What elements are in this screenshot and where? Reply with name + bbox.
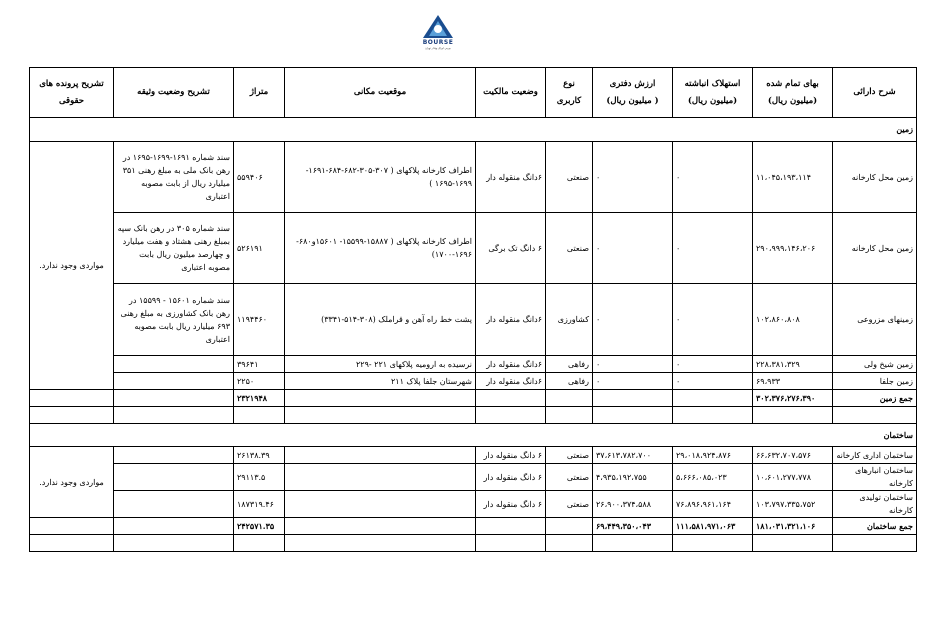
table-row <box>30 284 917 356</box>
book-value: ۰ <box>593 284 673 356</box>
mortgage-text: سند شماره ۱۶۹۱-۱۶۹۹-۱۶۹۵ در رهن بانک ملی به مبلغ رهنی ۳۵۱ میلیارد ریال از بابت مصوبه اعتباری <box>114 142 234 213</box>
area-value: ۲۹۱۱۳.۵ <box>234 464 285 491</box>
table-row <box>30 213 917 284</box>
empty-row <box>30 535 917 552</box>
depreciation-value: ۰ <box>673 356 753 373</box>
cost-value: ۱۰۳،۷۹۷،۳۳۵،۷۵۲ <box>753 491 833 518</box>
use-type: صنعتی <box>546 213 593 284</box>
asset-name: ساختمان اداری کارخانه <box>833 447 917 464</box>
ownership-status: ۶ دانگ تک برگی <box>476 213 546 284</box>
logo-subtext: بورس اوراق بهادار تهران <box>425 47 451 50</box>
cost-value: ۶۶،۶۳۲،۷۰۷،۵۷۶ <box>753 447 833 464</box>
table-row <box>30 356 917 373</box>
asset-name: زمینهای مزروعی <box>833 284 917 356</box>
use-type: رفاهی <box>546 373 593 390</box>
depreciation-value: ۷۶،۸۹۶،۹۶۱،۱۶۴ <box>673 491 753 518</box>
mortgage-text <box>114 356 234 373</box>
ownership-status: ۶ دانگ منقوله دار <box>476 464 546 491</box>
asset-name: زمین محل کارخانه <box>833 142 917 213</box>
land-total-area: ۲۳۲۱۹۴۸ <box>234 390 285 407</box>
mortgage-text: سند شماره ۳۰۵ در رهن بانک سپه بمبلغ رهنی هشتاد و هفت میلیارد و چهارصد میلیون ریال بابت مصوبه اعتباری <box>114 213 234 284</box>
header-asset: شرح دارائی <box>833 68 917 118</box>
ownership-status: ۶ دانگ منقوله دار <box>476 491 546 518</box>
building-total-label: جمع ساختمان <box>833 518 917 535</box>
asset-name: زمین محل کارخانه <box>833 213 917 284</box>
building-total-depreciation: ۱۱۱،۵۸۱،۹۷۱،۰۶۳ <box>673 518 753 535</box>
book-value: ۰ <box>593 356 673 373</box>
depreciation-value: ۰ <box>673 284 753 356</box>
mortgage-text <box>114 373 234 390</box>
asset-name: ساختمان تولیدی کارخانه <box>833 491 917 518</box>
header-mortgage: تشریح وضعیت وثیقه <box>114 68 234 118</box>
asset-name: زمین شیخ ولی <box>833 356 917 373</box>
ownership-status: ۶دانگ منقوله دار <box>476 284 546 356</box>
header-use: نوع کاربری <box>546 68 593 118</box>
book-value: ۳۷،۶۱۳،۷۸۲،۷۰۰ <box>593 447 673 464</box>
area-value: ۵۵۹۴۰۶ <box>234 142 285 213</box>
cost-value: ۱۰،۶۰۱،۲۷۷،۷۷۸ <box>753 464 833 491</box>
cost-value: ۱۰۲،۸۶۰،۸۰۸ <box>753 284 833 356</box>
area-value: ۱۸۷۳۱۹.۴۶ <box>234 491 285 518</box>
location-text: اطراف کارخانه پلاکهای ( ۱۵۸۸۷-۱۵۵۹۹- ۱۵۶۰۱و۶۸۰- ۱۶۹۶-۱۷۰۰) <box>285 213 476 284</box>
header-location: موقعیت مکانی <box>285 68 476 118</box>
depreciation-value: ۵،۶۶۶،۰۸۵،۰۲۳ <box>673 464 753 491</box>
fixed-assets-table <box>29 67 917 552</box>
location-text: پشت خط راه آهن و قراملک (۳۰۸-۵۱۴-۳۳۴۱) <box>285 284 476 356</box>
table-row <box>30 447 917 464</box>
empty-row <box>30 407 917 424</box>
header-area: متراژ <box>234 68 285 118</box>
section-title-building: ساختمان <box>30 424 917 447</box>
header-book-value: ارزش دفتری ( میلیون ریال) <box>593 68 673 118</box>
cost-value: ۲۲۸،۳۸۱،۳۲۹ <box>753 356 833 373</box>
book-value: ۴،۹۳۵،۱۹۲،۷۵۵ <box>593 464 673 491</box>
use-type: رفاهی <box>546 356 593 373</box>
building-total-cost: ۱۸۱،۰۳۱،۳۲۱،۱۰۶ <box>753 518 833 535</box>
cost-value: ۶۹،۹۳۳ <box>753 373 833 390</box>
building-total-book-value: ۶۹،۴۴۹،۳۵۰،۰۴۳ <box>593 518 673 535</box>
depreciation-value: ۰ <box>673 373 753 390</box>
book-value: ۰ <box>593 142 673 213</box>
section-row-land <box>30 118 917 142</box>
location-text: اطراف کارخانه پلاکهای ( ۳۰۷-۳۰۵-۶۸۲-۶۸۴-۱۶۹۱- ۱۶۹۹-۱۶۹۵ ) <box>285 142 476 213</box>
header-ownership: وضعیت مالکیت <box>476 68 546 118</box>
cost-value: ۱۱،۰۴۵،۱۹۳،۱۱۴ <box>753 142 833 213</box>
cost-value: ۲۹۰،۹۹۹،۱۴۶،۲۰۶ <box>753 213 833 284</box>
header-legal: تشریح پرونده های حقوقی <box>30 68 114 118</box>
location-text: نرسیده به ارومیه پلاکهای ۲۲۱ -۲۲۹ <box>285 356 476 373</box>
depreciation-value: ۰ <box>673 142 753 213</box>
table-header-row <box>30 68 917 118</box>
legal-note-land: مواردی وجود ندارد. <box>30 142 114 390</box>
bourse-logo <box>413 14 463 54</box>
legal-note-building: مواردی وجود ندارد. <box>30 447 114 518</box>
land-total-row <box>30 390 917 407</box>
use-type: صنعتی <box>546 447 593 464</box>
book-value: ۰ <box>593 213 673 284</box>
ownership-status: ۶ دانگ منقوله دار <box>476 447 546 464</box>
table-row <box>30 491 917 518</box>
table-row <box>30 464 917 491</box>
asset-name: ساختمان انبارهای کارخانه <box>833 464 917 491</box>
use-type: صنعتی <box>546 464 593 491</box>
section-row-building <box>30 424 917 447</box>
depreciation-value: ۲۹،۰۱۸،۹۲۴،۸۷۶ <box>673 447 753 464</box>
table-row <box>30 142 917 213</box>
land-total-label: جمع زمین <box>833 390 917 407</box>
depreciation-value: ۰ <box>673 213 753 284</box>
mortgage-text: سند شماره ۱۵۶۰۱ - ۱۵۵۹۹ در رهن بانک کشاورزی به مبلغ رهنی ۶۹۳ میلیارد ریال بابت مصوبه اعتباری <box>114 284 234 356</box>
bourse-logo-icon <box>413 14 463 40</box>
location-text: شهرستان جلفا پلاک ۲۱۱ <box>285 373 476 390</box>
area-value: ۵۲۶۱۹۱ <box>234 213 285 284</box>
header-cost: بهای تمام شده (میلیون ریال) <box>753 68 833 118</box>
building-total-row <box>30 518 917 535</box>
ownership-status: ۶دانگ منقوله دار <box>476 356 546 373</box>
land-total-cost: ۳۰۲،۳۷۶،۲۷۶،۳۹۰ <box>753 390 833 407</box>
area-value: ۲۶۱۳۸.۳۹ <box>234 447 285 464</box>
section-title-land: زمین <box>30 118 917 142</box>
header-depreciation: استهلاک انباشته (میلیون ریال) <box>673 68 753 118</box>
table-row <box>30 373 917 390</box>
area-value: ۱۱۹۴۴۶۰ <box>234 284 285 356</box>
area-value: ۲۲۵۰ <box>234 373 285 390</box>
use-type: کشاورزی <box>546 284 593 356</box>
logo-brand-text: BOURSE <box>422 39 454 46</box>
building-total-area: ۲۴۲۵۷۱.۳۵ <box>234 518 285 535</box>
use-type: صنعتی <box>546 491 593 518</box>
ownership-status: ۶دانگ منقوله دار <box>476 142 546 213</box>
use-type: صنعتی <box>546 142 593 213</box>
book-value: ۰ <box>593 373 673 390</box>
asset-name: زمین جلفا <box>833 373 917 390</box>
book-value: ۲۶،۹۰۰،۳۷۴،۵۸۸ <box>593 491 673 518</box>
ownership-status: ۶دانگ منقوله دار <box>476 373 546 390</box>
area-value: ۳۹۶۴۱ <box>234 356 285 373</box>
